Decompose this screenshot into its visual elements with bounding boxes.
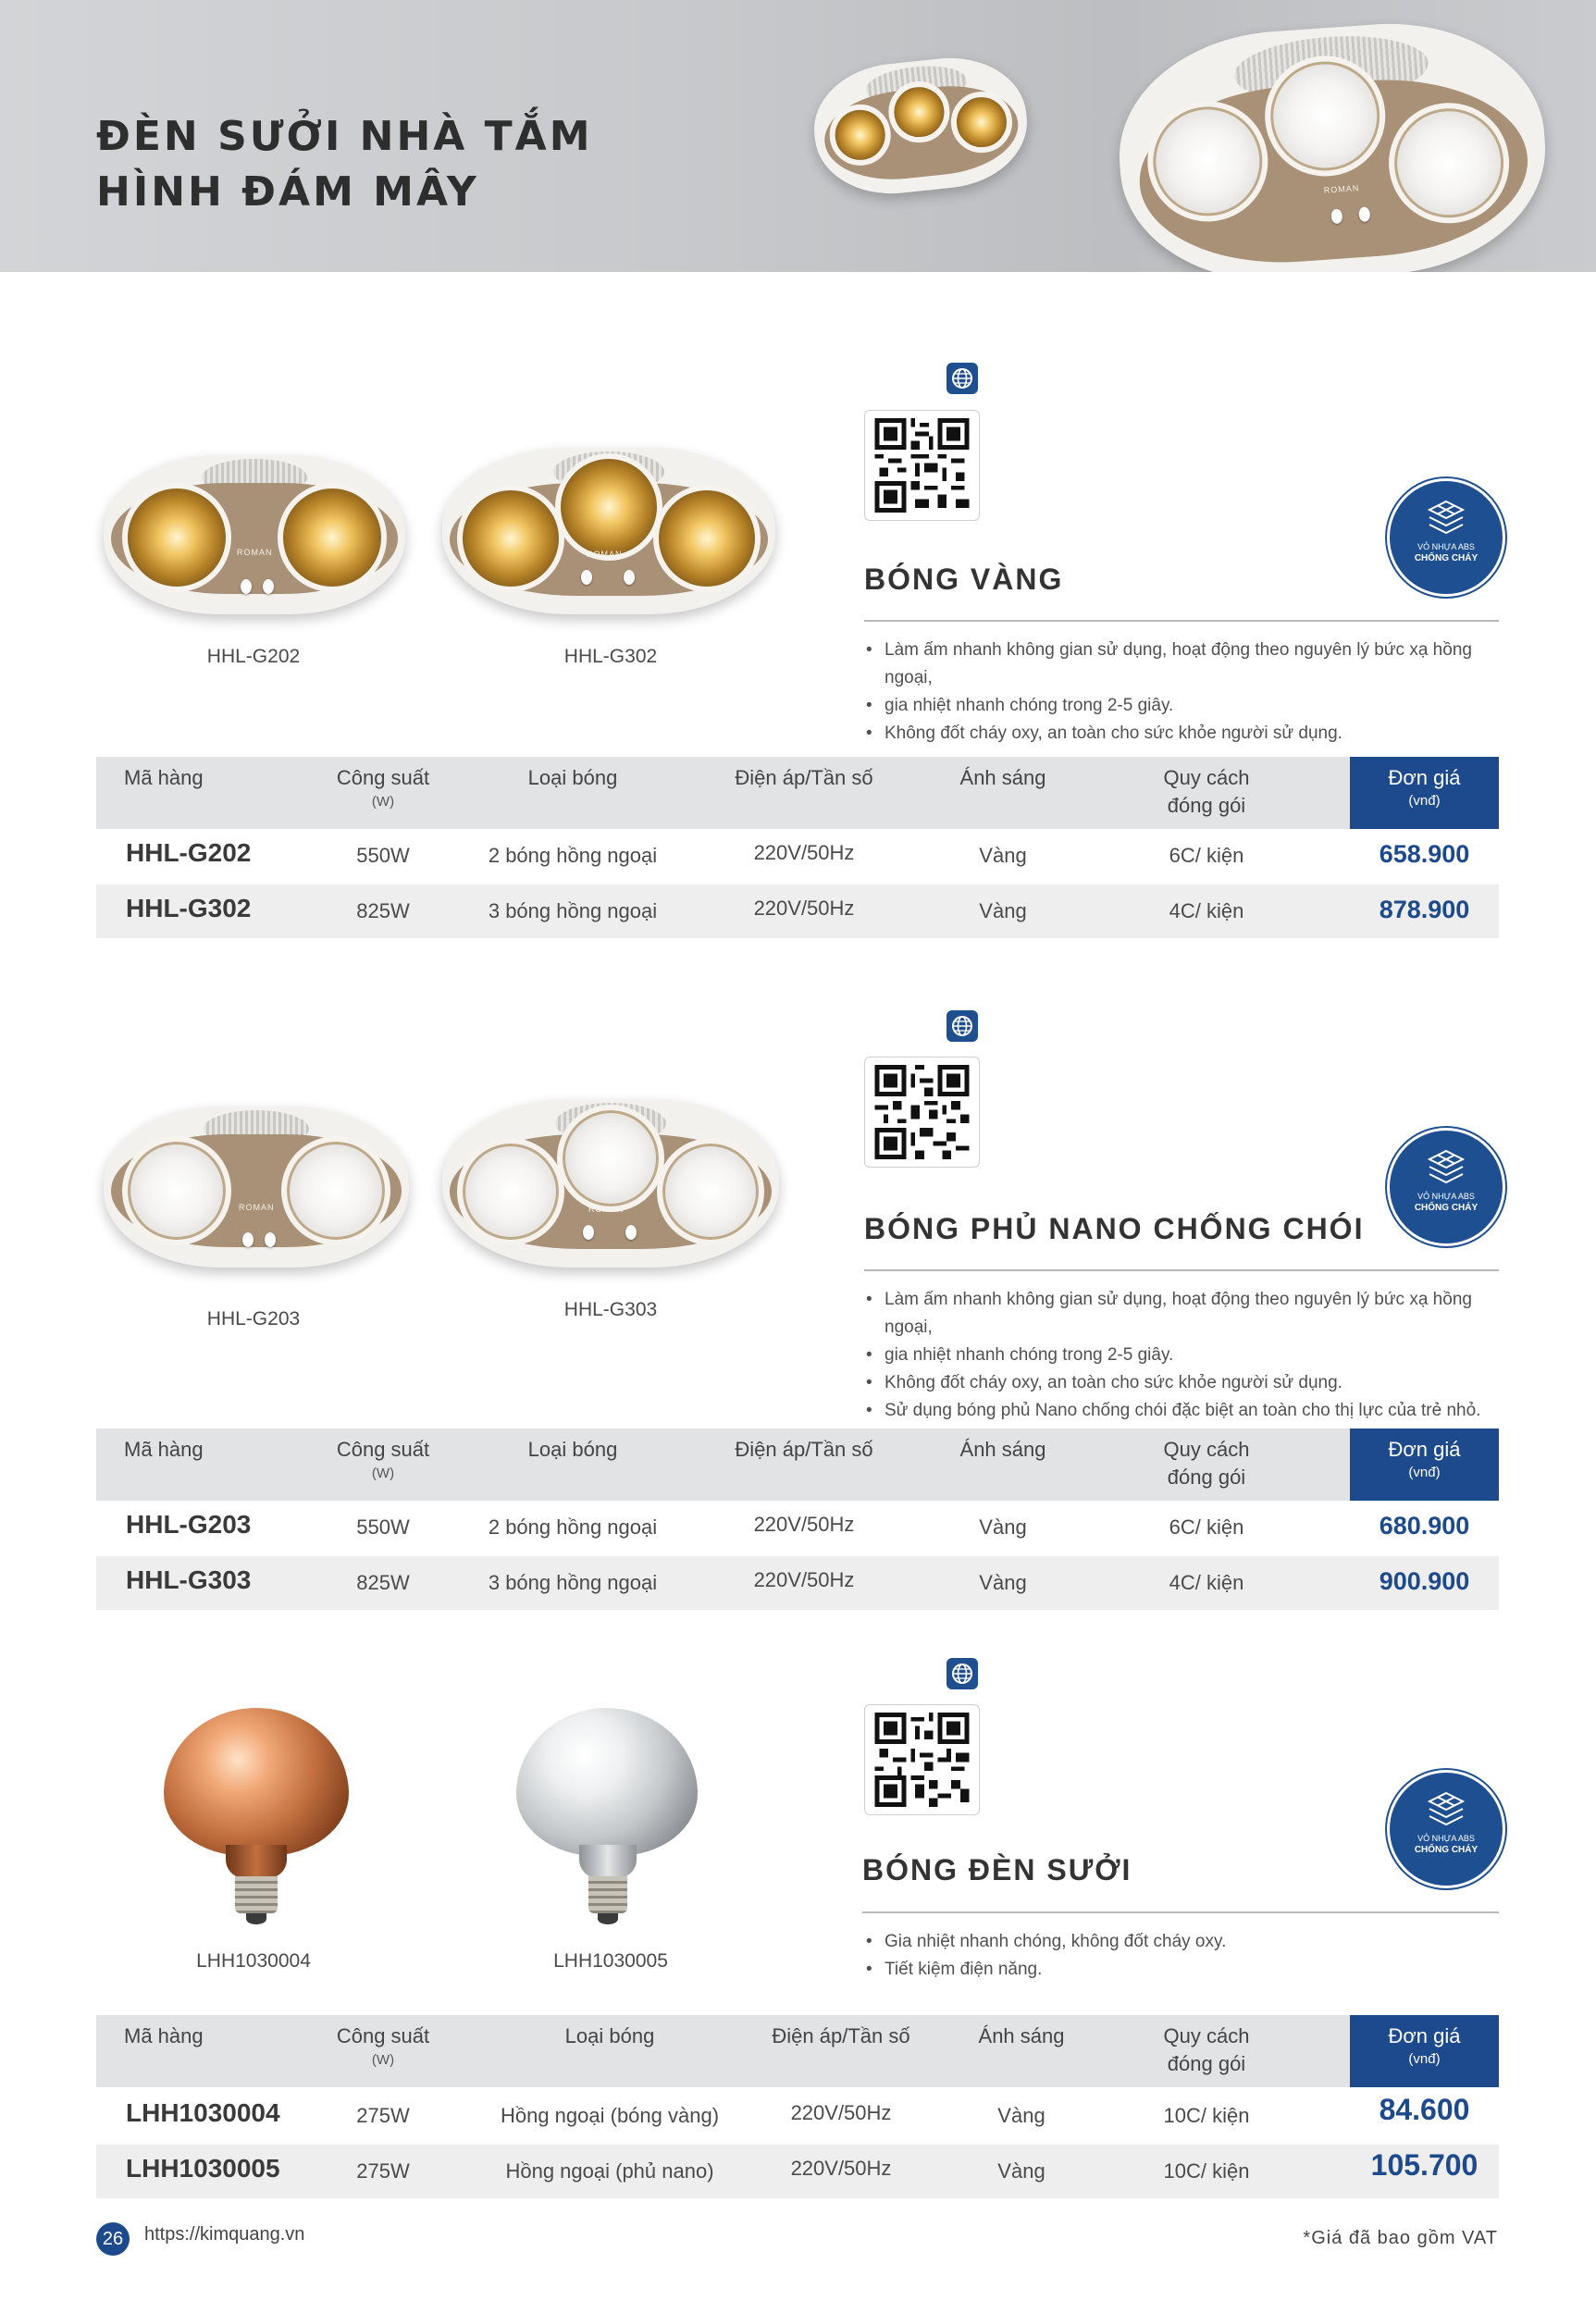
col-price: Đơn giá (vnđ) <box>1350 1429 1499 1501</box>
abs-fireproof-badge: VỎ NHỰA ABS CHỐNG CHÁY <box>1390 1131 1503 1243</box>
image-label: LHH1030004 <box>196 1950 311 1972</box>
col-light: Ánh sáng <box>959 1438 1046 1461</box>
page-title: ĐÈN SƯỞI NHÀ TẮM HÌNH ĐÁM MÂY <box>96 113 593 216</box>
header-heater-white-image: ROMAN <box>1111 13 1553 272</box>
col-light: Ánh sáng <box>978 2024 1065 2047</box>
section-divider <box>864 620 1499 622</box>
globe-icon[interactable] <box>946 1658 978 1689</box>
table-row: LHH1030004 275W Hồng ngoại (bóng vàng) 220V/50Hz Vàng 10C/ kiện 84.600 <box>126 2093 1470 2127</box>
layers-icon <box>1428 1791 1465 1832</box>
price-table <box>96 2015 1499 2198</box>
product-image-hhl-g303: ROMAN <box>442 1099 779 1268</box>
col-light: Ánh sáng <box>959 766 1046 789</box>
feature-list <box>864 1286 1512 1425</box>
feature-item: • Tiết kiệm điện năng. <box>864 1956 1512 1984</box>
col-voltage: Điện áp/Tần số <box>772 2024 910 2047</box>
vat-note: *Giá đã bao gồm VAT <box>1303 2228 1498 2248</box>
abs-fireproof-badge: VỎ NHỰA ABS CHỐNG CHÁY <box>1390 481 1503 594</box>
feature-item: • Làm ấm nhanh không gian sử dụng, hoạt động theo nguyên lý bức xạ hồng ngoại, <box>864 1286 1512 1342</box>
qr-code-icon[interactable] <box>864 1704 980 1815</box>
image-label: HHL-G203 <box>206 1308 301 1330</box>
table-row: LHH1030005 275W Hồng ngoại (phủ nano) 220V/50Hz Vàng 10C/ kiện 105.700 <box>96 2145 1499 2198</box>
globe-icon[interactable] <box>946 363 978 394</box>
image-label: HHL-G202 <box>206 646 301 667</box>
col-code: Mã hàng <box>124 766 204 789</box>
col-bulb-type: Loại bóng <box>527 766 618 789</box>
page-header <box>0 0 1596 272</box>
feature-item: • Không đốt cháy oxy, an toàn cho sức khỏe người sử dụng. <box>864 720 1512 748</box>
col-price: Đơn giá (vnđ) <box>1350 757 1499 829</box>
table-row: HHL-G302 825W 3 bóng hồng ngoại 220V/50Hz Vàng 4C/ kiện 878.900 <box>96 884 1499 938</box>
table-header <box>96 1429 1499 1501</box>
table-row: HHL-G303 825W 3 bóng hồng ngoại 220V/50Hz Vàng 4C/ kiện 900.900 <box>96 1556 1499 1610</box>
product-image-hhl-g202: ROMAN <box>104 455 405 614</box>
section-title: BÓNG VÀNG <box>864 563 1064 596</box>
feature-item: • Sử dụng bóng phủ Nano chống chói đặc biệt an toàn cho thị lực của trẻ nhỏ. <box>864 1397 1512 1425</box>
col-power: Công suất (W) <box>336 766 430 810</box>
col-price: Đơn giá (vnđ) <box>1350 2015 1499 2087</box>
price-table <box>96 1429 1499 1610</box>
globe-icon[interactable] <box>946 1010 978 1042</box>
image-label: HHL-G303 <box>563 1299 658 1320</box>
product-image-hhl-g302: ROMAN <box>442 448 775 614</box>
col-power: Công suất (W) <box>336 1438 430 1481</box>
qr-code-icon[interactable] <box>864 410 980 521</box>
layers-icon <box>1428 500 1465 540</box>
col-packing: Quy cách đóng gói <box>1163 1438 1250 1489</box>
product-image-lhh1030004 <box>159 1708 353 1930</box>
feature-item: • Làm ấm nhanh không gian sử dụng, hoạt động theo nguyên lý bức xạ hồng ngoại, <box>864 637 1512 692</box>
col-bulb-type: Loại bóng <box>564 2024 655 2047</box>
price-table <box>96 757 1499 938</box>
feature-list <box>864 637 1512 748</box>
col-voltage: Điện áp/Tần số <box>735 1438 873 1461</box>
header-heater-gold-image <box>808 50 1033 201</box>
table-header <box>96 2015 1499 2087</box>
layers-icon <box>1428 1149 1465 1190</box>
feature-item: • Không đốt cháy oxy, an toàn cho sức khỏe người sử dụng. <box>864 1369 1512 1397</box>
section-divider <box>862 1911 1499 1913</box>
feature-list <box>864 1928 1512 1984</box>
qr-code-icon[interactable] <box>864 1057 980 1168</box>
product-image-lhh1030005 <box>514 1708 701 1930</box>
col-power: Công suất (W) <box>336 2024 430 2068</box>
abs-fireproof-badge: VỎ NHỰA ABS CHỐNG CHÁY <box>1390 1773 1503 1886</box>
section-title: BÓNG ĐÈN SƯỞI <box>862 1853 1132 1886</box>
feature-item: • gia nhiệt nhanh chóng trong 2-5 giây. <box>864 692 1512 720</box>
feature-item: • gia nhiệt nhanh chóng trong 2-5 giây. <box>864 1342 1512 1369</box>
image-label: HHL-G302 <box>563 646 658 667</box>
col-code: Mã hàng <box>124 1438 204 1461</box>
col-packing: Quy cách đóng gói <box>1163 2024 1250 2075</box>
table-row: HHL-G203 550W 2 bóng hồng ngoại 220V/50Hz Vàng 6C/ kiện 680.900 <box>126 1510 1470 1540</box>
col-voltage: Điện áp/Tần số <box>735 766 873 789</box>
feature-item: • Gia nhiệt nhanh chóng, không đốt cháy oxy. <box>864 1928 1512 1956</box>
table-row: HHL-G202 550W 2 bóng hồng ngoại 220V/50Hz Vàng 6C/ kiện 658.900 <box>126 838 1470 868</box>
page-number: 26 <box>96 2222 130 2256</box>
product-image-hhl-g203: ROMAN <box>104 1107 409 1268</box>
section-title: BÓNG PHỦ NANO CHỐNG CHÓI <box>864 1212 1365 1245</box>
col-packing: Quy cách đóng gói <box>1163 766 1250 817</box>
table-header <box>96 757 1499 829</box>
image-label: LHH1030005 <box>553 1950 668 1972</box>
website-link[interactable]: https://kimquang.vn <box>144 2224 305 2245</box>
col-bulb-type: Loại bóng <box>527 1438 618 1461</box>
col-code: Mã hàng <box>124 2024 204 2047</box>
section-divider <box>864 1269 1499 1271</box>
